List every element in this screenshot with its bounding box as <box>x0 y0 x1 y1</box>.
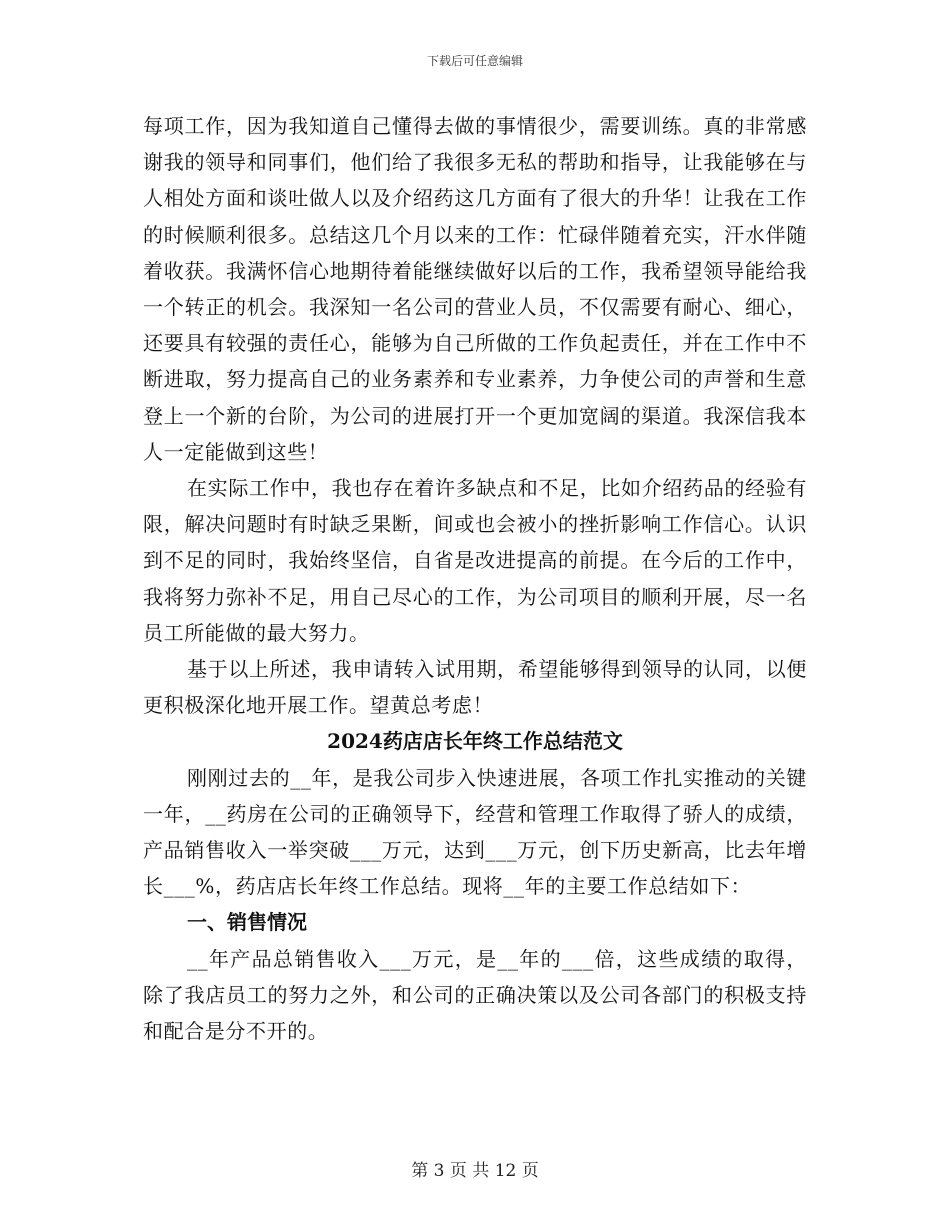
document-body <box>143 108 807 1049</box>
body-paragraph: 在实际工作中，我也存在着许多缺点和不足，比如介绍药品的经验有限，解决问题时有时缺乏果断，间或也会被小的挫折影响工作信心。认识到不足的同时，我始终坚信，自省是改进提高的前提。在今后的工作中，我将努力弥补不足，用自己尽心的工作，为公司项目的顺利开展，尽一名员工所能做的最大努力。 <box>143 476 807 645</box>
intro-paragraph: 刚刚过去的__年，是我公司步入快速进展，各项工作扎实推动的关键一年，__药房在公司的正确领导下，经营和管理工作取得了骄人的成绩，产品销售收入一举突破___万元，达到___万元，创下历史新高，比去年增长___%，药店店长年终工作总结。现将__年的主要工作总结如下： <box>143 765 807 899</box>
header-note: 下载后可任意编辑 <box>426 54 523 68</box>
body-paragraph: 每项工作，因为我知道自己懂得去做的事情很少，需要训练。真的非常感谢我的领导和同事们，他们给了我很多无私的帮助和指导，让我能够在与人相处方面和谈吐做人以及介绍药这几方面有了很大的升华！让我在工作的时候顺利很多。总结这几个月以来的工作：忙碌伴随着充实，汗水伴随着收获。我满怀信心地期待着能继续做好以后的工作，我希望领导能给我一个转正的机会。我深知一名公司的营业人员，不仅需要有耐心、细心，还要具有较强的责任心，能够为自己所做的工作负起责任，并在工作中不断进取，努力提高自己的业务素养和专业素养，力争使公司的声誉和生意登上一个新的台阶，为公司的进展打开一个更加宽阔的渠道。我深信我本人一定能做到这些！ <box>143 114 807 464</box>
section-heading: 一、销售情况 <box>187 910 307 935</box>
body-paragraph: 基于以上所述，我申请转入试用期，希望能够得到领导的认同，以便更积极深化地开展工作。望黄总考虑！ <box>143 657 807 718</box>
section-title: 2024药店店长年终工作总结范文 <box>327 729 623 754</box>
section-paragraph: __年产品总销售收入___万元，是__年的___倍，这些成绩的取得，除了我店员工的努力之外，和公司的正确决策以及公司各部门的积极支持和配合是分不开的。 <box>143 946 807 1044</box>
page-footer: 第 3 页 共 12 页 <box>411 1161 539 1181</box>
